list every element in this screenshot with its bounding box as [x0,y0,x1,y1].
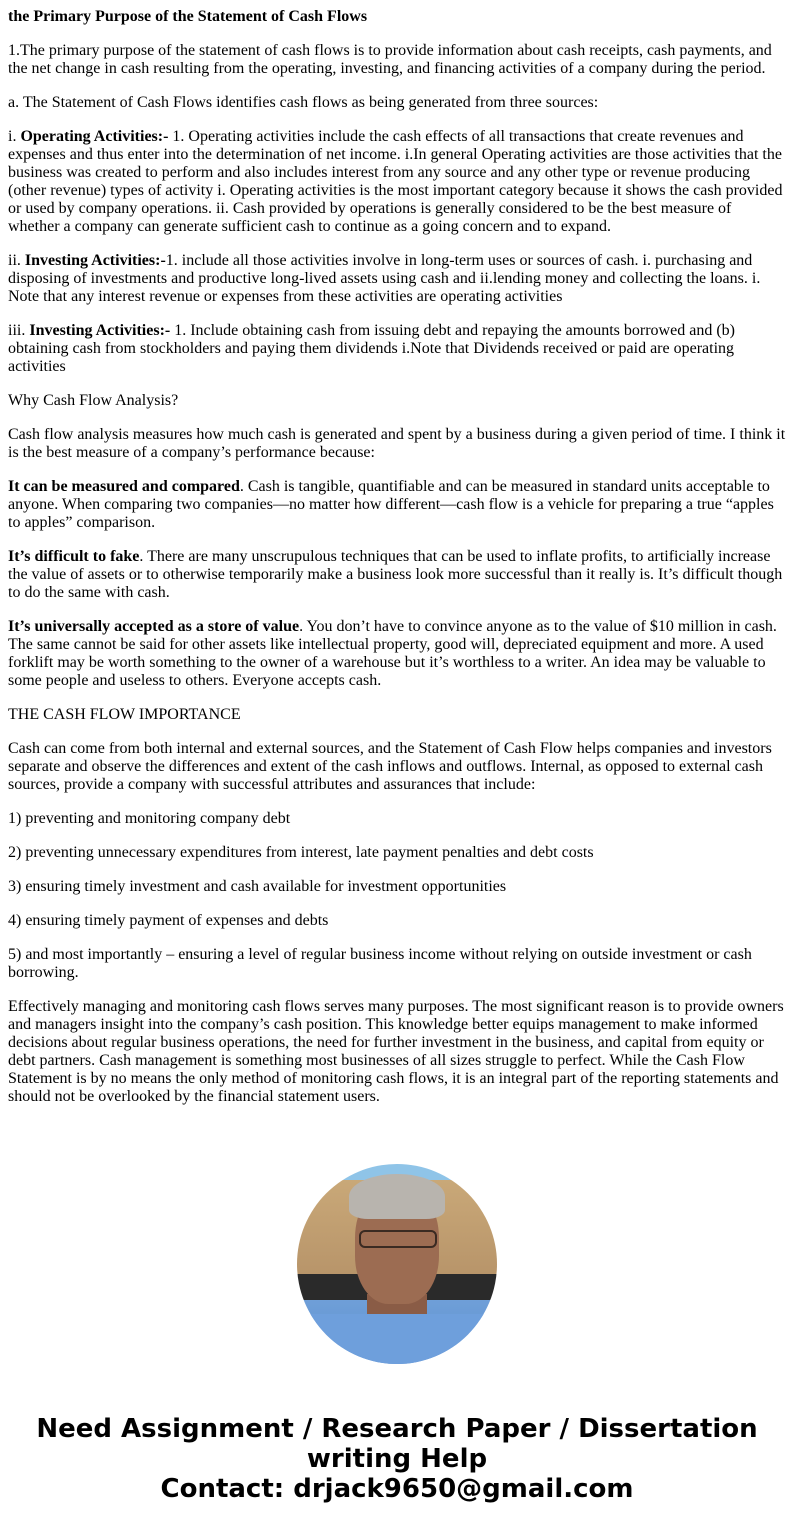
financing-text: 1. Include obtaining cash from issuing debt and repaying the amounts borrowed and (b) obtaining cash from stockholders and paying them dividends i.Note that Dividends received or paid are operating activities [8,322,735,375]
reason-label: It’s universally accepted as a store of value [8,618,300,635]
prefix: ii. [8,252,25,269]
author-photo [297,1164,497,1364]
list-item: 3) ensuring timely investment and cash available for investment opportunities [8,878,507,895]
author-photo-container [0,1164,794,1364]
prefix: i. [8,128,21,145]
list-item: 4) ensuring timely payment of expenses and debts [8,912,329,929]
reason-paragraph [8,618,786,690]
title-text: the Primary Purpose of the Statement of Cash Flows [8,8,368,25]
prefix: iii. [8,322,30,339]
list-item: 5) and most importantly – ensuring a level of regular business income without relying on outside investment or cash borrowing. [8,946,752,981]
photo-shirt [297,1314,497,1364]
reason-paragraph [8,548,786,602]
list-item: 1) preventing and monitoring company debt [8,810,291,827]
reason-text: . Cash is tangible, quantifiable and can be measured in standard units acceptable to anyone. When comparing two companies—no matter how different—cash flow is a vehicle for preparing a true “apples to apples” comparison. [8,478,774,531]
why-paragraph: Cash flow analysis measures how much cash is generated and spent by a business during a given period of time. I think it is the best measure of a company’s performance because: [8,426,786,461]
financing-paragraph [8,322,786,376]
operating-text: 1. Operating activities include the cash effects of all transactions that create revenues and expenses and thus enter into the determination of net income. i.In general Operating activities are those activities that the business was created to perform and also includes interest from any source and any other type or revenue producing (other revenue) types of activity i. Operating activities is the most important category because it shows the cash provided or used by company operations. ii. Cash provided by operations is generally considered to be the best measure of whether a company can generate sufficient cash to continue as a going concern and to expand. [8,128,783,235]
reason-label: It can be measured and compared [8,478,240,495]
list-item: 2) preventing unnecessary expenditures from interest, late payment penalties and debt costs [8,844,594,861]
importance-paragraph: Cash can come from both internal and external sources, and the Statement of Cash Flow helps companies and investors separate and observe the differences and extent of the cash inflows and outflows. Internal, as opposed to external cash sources, provide a company with successful attributes and assurances that include: [8,740,772,793]
footer-line-2: Contact: drjack9650@gmail.com [160,1474,634,1504]
closing-paragraph: Effectively managing and monitoring cash flows serves many purposes. The most significant reason is to provide owners and managers insight into the company’s cash position. This knowledge better equips management to make informed decisions about regular business operations, the need for further investment in the business, and capital from equity or debt partners. Cash management is something most businesses of all sizes struggle to perfect. While the Cash Flow Statement is by no means the only method of monitoring cash flows, it is an integral part of the reporting statements and should not be overlooked by the financial statement users. [8,998,784,1105]
investing-paragraph [8,252,786,306]
investing-text: 1. include all those activities involve in long-term uses or sources of cash. i. purchasing and disposing of investments and productive long-lived assets using cash and ii.lending money and collecting the loans. i. Note that any interest revenue or expenses from these activities are operating activities [8,252,761,305]
investing-label: Investing Activities:- [24,252,166,269]
operating-paragraph [8,128,786,236]
why-heading: Why Cash Flow Analysis? [8,392,179,409]
photo-hair [349,1174,445,1219]
intro-paragraph: 1.The primary purpose of the statement of cash flows is to provide information about cash receipts, cash payments, and the net change in cash resulting from the operating, investing, and financing activities of a company during the period. [8,42,772,77]
importance-heading: THE CASH FLOW IMPORTANCE [8,706,241,723]
financing-label: Investing Activities:- [29,322,171,339]
sources-paragraph: a. The Statement of Cash Flows identifies cash flows as being generated from three sources: [8,94,599,111]
document-title [8,8,786,26]
reason-text: . There are many unscrupulous techniques that can be used to inflate profits, to artificially increase the value of assets or to otherwise temporarily make a business look more successful than it really is. It’s difficult though to do the same with cash. [8,548,783,601]
reason-paragraph [8,478,786,532]
reason-label: It’s difficult to fake [8,548,140,565]
footer-line-1: Need Assignment / Research Paper / Dissertation writing Help [36,1414,758,1474]
reason-text: . You don’t have to convince anyone as to the value of $10 million in cash. The same cannot be said for other assets like intellectual property, good will, depreciated equipment and more. A used forklift may be worth something to the owner of a warehouse but it’s worthless to a writer. An idea may be valuable to some people and useless to others. Everyone accepts cash. [8,618,777,689]
contact-footer [0,1414,794,1504]
photo-glasses [359,1230,437,1248]
operating-label: Operating Activities:- [20,128,169,145]
